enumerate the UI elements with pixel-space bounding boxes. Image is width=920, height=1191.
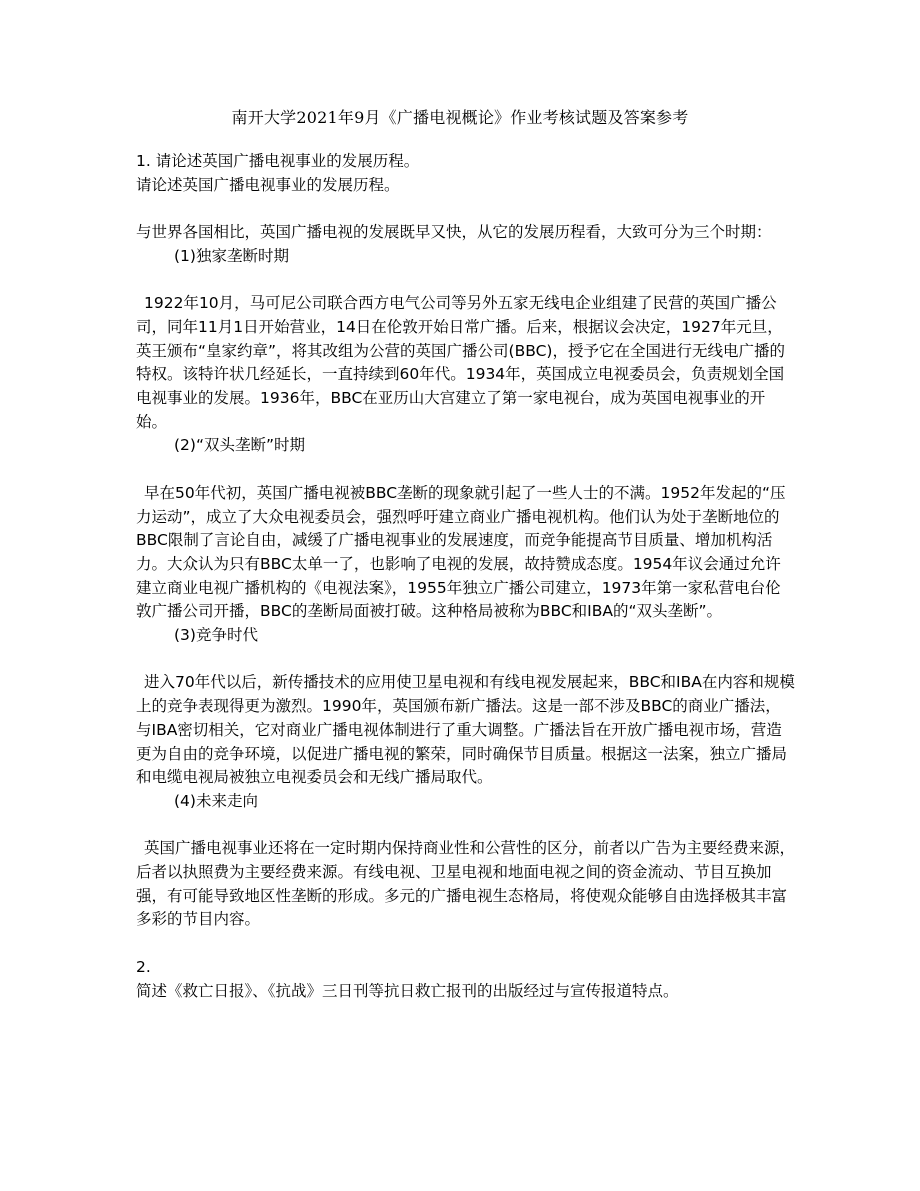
section-heading-2: (2)“双头垄断”时期 bbox=[174, 436, 306, 455]
section-paragraph-3: 进入70年代以后，新传播技术的应用使卫星电视和有线电视发展起来，BBC和IBA在内容和规模上的竞争表现得更为激烈。1990年，英国颁布新广播法。这是一部不涉及BBC的商业广播法，与IBA密切相关，它对商业广播电视体制进行了重大调整。广播法旨在开放广播电视市场，营造更为自由的竞争环境，以促进广播电视的繁荣，同时确保节目质量。根据这一法案，独立广播局和电缆电视局被独立电视委员会和无线广播局取代。 bbox=[136, 673, 795, 787]
spacer bbox=[136, 197, 796, 221]
section-paragraph-4: 英国广播电视事业还将在一定时期内保持商业性和公营性的区分，前者以广告为主要经费来源，后者以执照费为主要经费来源。有线电视、卫星电视和地面电视之间的资金流动、节目互换加强，有可能导致地区性垄断的形成。多元的广播电视生态格局，将使观众能够自由选择极其丰富多彩的节目内容。 bbox=[136, 839, 796, 929]
section-paragraph-1: 1922年10月，马可尼公司联合西方电气公司等另外五家无线电企业组建了民营的英国广播公司，同年11月1日开始营业，14日在伦敦开始日常广播。后来，根据议会决定，1927年元旦，英王颁布“皇家约章”，将其改组为公营的英国广播公司(BBC)，授予它在全国进行无线电广播的特权。该特许状几经延长，一直持续到60年代。1934年，英国成立电视委员会，负责规划全国电视事业的发展。1936年，BBC在亚历山大宫建立了第一家电视台，成为英国电视事业的开始。 bbox=[136, 294, 785, 431]
spacer bbox=[136, 269, 796, 293]
answer-intro: 与世界各国相比，英国广播电视的发展既早又快，从它的发展历程看，大致可分为三个时期： bbox=[136, 223, 772, 242]
question-1-heading: 1. 请论述英国广播电视事业的发展历程。 bbox=[136, 152, 420, 170]
spacer bbox=[136, 648, 796, 672]
question-2-text: 简述《救亡日报》、《抗战》三日刊等抗日救亡报刊的出版经过与宣传报道特点。 bbox=[136, 981, 679, 1000]
section-heading-1: (1)独家垄断时期 bbox=[174, 246, 289, 265]
section-heading-4: (4)未来走向 bbox=[174, 791, 258, 810]
spacer bbox=[136, 814, 796, 838]
spacer bbox=[136, 932, 796, 956]
section-paragraph-2: 早在50年代初，英国广播电视被BBC垄断的现象就引起了一些人士的不满。1952年发起的“压力运动”，成立了大众电视委员会，强烈呼吁建立商业广播电视机构。他们认为处于垄断地位的BBC限制了言论自由，减缓了广播电视事业的发展速度，而竞争能提高节目质量、增加机构活力。大众认为只有BBC太单一了，也影响了电视的发展，故持赞成态度。1954年议会通过允许建立商业电视广播机构的《电视法案》，1955年独立广播公司建立，1973年第一家私营电台伦敦广播公司开播，BBC的垄断局面被打破。这种格局被称为BBC和IBA的“双头垄断”。 bbox=[136, 483, 786, 621]
page-title: 南开大学2021年9月《广播电视概论》作业考核试题及答案参考 bbox=[231, 108, 689, 127]
spacer bbox=[136, 458, 796, 482]
section-heading-3: (3)竞争时代 bbox=[174, 626, 258, 645]
question-2-number: 2. bbox=[136, 957, 151, 976]
document-body bbox=[136, 150, 796, 1003]
question-1-restated: 请论述英国广播电视事业的发展历程。 bbox=[136, 175, 400, 194]
